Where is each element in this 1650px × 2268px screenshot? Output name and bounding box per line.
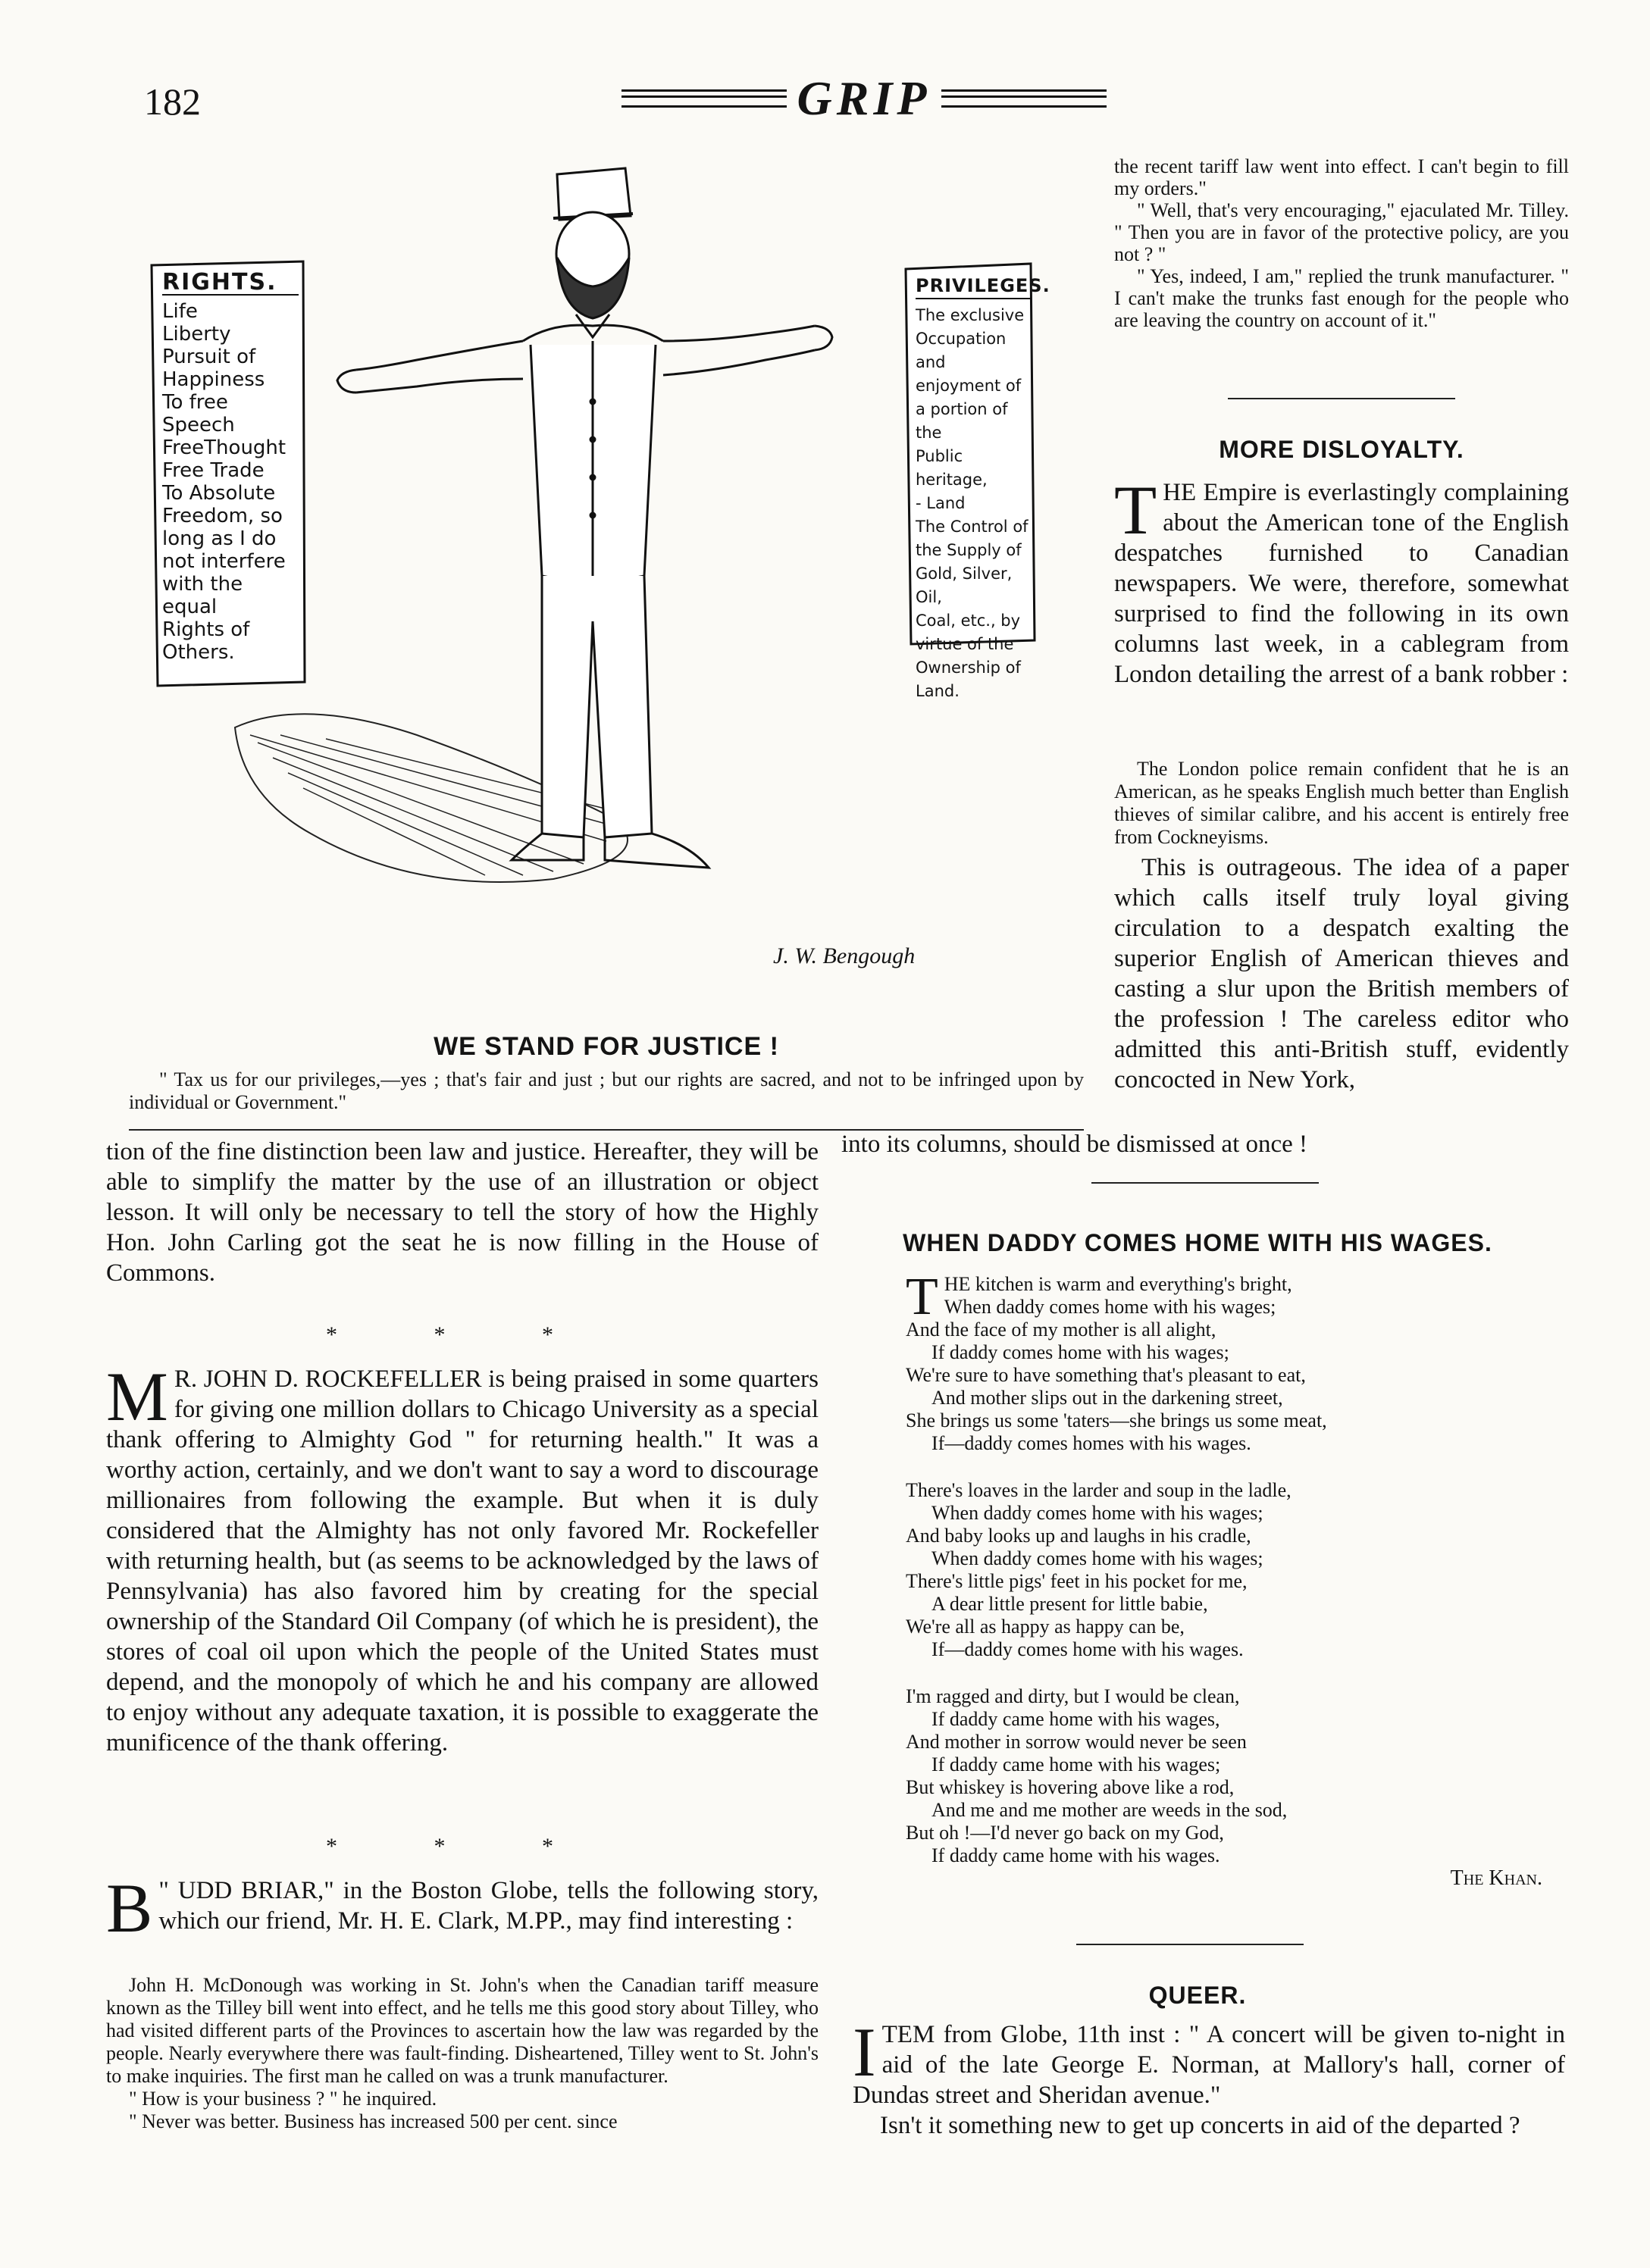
queer-paragraph-1: TEM from Globe, 11th inst : " A concert will be given to-night in aid of the late George E. Norman, at Mallory's hall, corner of Dundas street and Sheridan avenue." bbox=[853, 2021, 1565, 2109]
tilley-line-1: the recent tariff law went into effect. I can't begin to fill my orders." bbox=[1114, 155, 1569, 199]
divider bbox=[1228, 398, 1455, 399]
poem-line: There's loaves in the larder and soup in the ladle, bbox=[906, 1479, 1292, 1501]
privileges-sign-line: the Supply of bbox=[916, 541, 1022, 559]
rights-sign-line: Rights of Others. bbox=[162, 618, 250, 664]
mcdonough-paragraph: John H. McDonough was working in St. John's when the Canadian tariff measure known as the Tilley bill went into effect, and he tells me this good story about Tilley, who had visited different parts of the Provinces to ascertain how the law was regarded by the people. Nearly everywhere there was fault-finding. Disheartened, Tilley went to St. John's to make inquiries. The first man he called on was a trunk manufacturer. bbox=[106, 1974, 819, 2087]
artist-signature: J. W. Bengough bbox=[773, 943, 916, 968]
budd-briar-paragraph: " UDD BRIAR," in the Boston Globe, tells the following story, which our friend, Mr. H. E. Clark, M.PP., may find interesting : bbox=[158, 1877, 819, 1935]
page-number: 182 bbox=[144, 80, 201, 123]
divider bbox=[1076, 1944, 1304, 1945]
drop-cap: T bbox=[906, 1268, 938, 1326]
queer-paragraph-2: Isn't it something new to get up concerts in aid of the departed ? bbox=[880, 2112, 1520, 2139]
poem-line: I'm ragged and dirty, but I would be clean, bbox=[906, 1685, 1240, 1707]
poem-line: We're sure to have something that's pleasant to eat, bbox=[906, 1364, 1306, 1386]
poem-line: If—daddy comes home with his wages. bbox=[931, 1638, 1244, 1660]
cartoon-caption-quote: " Tax us for our privileges,—yes ; that's fair and just ; but our rights are sacred, and not to be infringed upon by individual or Government." bbox=[129, 1068, 1084, 1113]
tilley-line-3: " Yes, indeed, I am," replied the trunk manufacturer. " I can't make the trunks fast enough for the people who are leaving the country on account of it." bbox=[1114, 265, 1569, 331]
privileges-sign-text bbox=[916, 274, 1050, 703]
disloyalty-paragraph-1: HE Empire is everlastingly complaining about the American tone of the English despatches furnished to Canadian newspapers. We were, therefore, somewhat surprised to find the following in its own columns last week, in a cablegram from London detailing the arrest of a bank robber : bbox=[1114, 479, 1569, 688]
masthead bbox=[621, 72, 1107, 125]
disloyalty-quote bbox=[1114, 758, 1569, 849]
rights-sign-line: FreeThought bbox=[162, 436, 286, 459]
carling-paragraph-block bbox=[106, 1137, 819, 1288]
privileges-sign-line: Ownership of bbox=[916, 659, 1021, 677]
privileges-sign-line: Public heritage, bbox=[916, 447, 988, 489]
rights-sign-text bbox=[162, 271, 299, 664]
poem-line: If daddy came home with his wages, bbox=[931, 1708, 1220, 1730]
poem-line: And mother slips out in the darkening street, bbox=[931, 1387, 1283, 1409]
privileges-sign-line: enjoyment of bbox=[916, 377, 1022, 395]
privileges-sign-line: Coal, etc., by bbox=[916, 612, 1021, 630]
privileges-sign-line: - Land bbox=[916, 494, 966, 512]
poem-line: There's little pigs' feet in his pocket for me, bbox=[906, 1570, 1248, 1592]
poem-stanza bbox=[906, 1479, 1542, 1661]
cartoon-illustration bbox=[129, 152, 1084, 1023]
poem-line: And mother in sorrow would never be seen bbox=[906, 1731, 1247, 1753]
rights-sign-line: To free bbox=[162, 391, 228, 414]
poem-line: And me and me mother are weeds in the sod, bbox=[931, 1799, 1288, 1821]
poem-line: If daddy came home with his wages; bbox=[931, 1753, 1221, 1775]
privileges-sign-lines bbox=[916, 304, 1031, 703]
rockefeller-paragraph: R. JOHN D. ROCKEFELLER is being praised in some quarters for giving one million dollars to Chicago University as a special thank offering to Almighty God " for returning health." It was a worthy action, certainly, and we don't want to say a word to discourage millionaires from following the example. But when it is duly considered that the Almighty has not only favored Mr. Rockefeller with returning health, but (as seems to be acknowledged by the laws of Pennsylvania) has also favored him by creating for the special ownership of the Standard Oil Company (of which he is president), the stores of coal oil upon which the people of the United States must depend, and the monopoly of which he and his company are allowed to enjoy without any adequate taxation, it is possible to exaggerate the munificence of the thank offering. bbox=[106, 1365, 819, 1757]
drop-cap: M bbox=[106, 1358, 168, 1435]
poem-line: If daddy came home with his wages. bbox=[931, 1844, 1220, 1866]
mcdonough-question: " How is your business ? " he inquired. bbox=[129, 2088, 437, 2110]
poem-line: HE kitchen is warm and everything's bright, bbox=[944, 1273, 1292, 1295]
rights-sign-line: Liberty bbox=[162, 323, 231, 346]
section-stars: * * * bbox=[326, 1322, 599, 1347]
carling-paragraph: tion of the fine distinction been law and justice. Hereafter, they will be able to simplify the matter by the use of an illustration or object lesson. It will only be necessary to tell the story of how the Highly Hon. John Carling got the seat he is now filling in the House of Commons. bbox=[106, 1138, 819, 1287]
queer-heading: QUEER. bbox=[1148, 1982, 1247, 2009]
rockefeller-article bbox=[106, 1358, 819, 1758]
poem-line: But whiskey is hovering above like a rod, bbox=[906, 1776, 1235, 1798]
divider bbox=[1091, 1182, 1319, 1184]
poem-line: If—daddy comes homes with his wages. bbox=[931, 1432, 1251, 1454]
queer-article bbox=[853, 2013, 1565, 2141]
poem-stanza bbox=[906, 1268, 1542, 1455]
poem-line: But oh !—I'd never go back on my God, bbox=[906, 1822, 1224, 1844]
poem-line: When daddy comes home with his wages; bbox=[931, 1547, 1263, 1569]
rights-sign-line: long as I do bbox=[162, 527, 277, 550]
poem-body bbox=[906, 1268, 1542, 1890]
drop-cap: I bbox=[853, 2013, 876, 2091]
mcdonough-answer: " Never was better. Business has increased 500 per cent. since bbox=[129, 2110, 618, 2132]
disloyalty-paragraph-2-block bbox=[1114, 852, 1569, 1095]
masthead-title: GRIP bbox=[797, 71, 931, 125]
rights-sign-line: Happiness bbox=[162, 368, 265, 391]
rights-sign-title: RIGHTS. bbox=[162, 271, 299, 296]
privileges-sign-line: Land. bbox=[916, 682, 960, 700]
rights-sign-line: Life bbox=[162, 300, 198, 323]
privileges-sign-line: The exclusive bbox=[916, 306, 1025, 324]
privileges-sign-line: a portion of the bbox=[916, 400, 1008, 442]
more-disloyalty-heading: MORE DISLOYALTY. bbox=[1219, 436, 1464, 463]
poem-signature: The Khan. bbox=[1450, 1866, 1542, 1890]
poem-line: When daddy comes home with his wages; bbox=[931, 1502, 1263, 1524]
disloyalty-quote-text: The London police remain confident that he is an American, as he speaks English much better than English thieves of similar calibre, and his accent is entirely free from Cockneyisms. bbox=[1114, 758, 1569, 848]
section-stars: * * * bbox=[326, 1834, 599, 1859]
budd-briar-article bbox=[106, 1869, 819, 1947]
disloyalty-paragraph-2-end: into its columns, should be dismissed at once ! bbox=[841, 1131, 1308, 1158]
privileges-sign-line: Gold, Silver, Oil, bbox=[916, 565, 1013, 606]
poem-line: A dear little present for little babie, bbox=[931, 1593, 1208, 1615]
rights-sign-line: with the equal bbox=[162, 573, 243, 618]
rights-sign-line: To Absolute bbox=[162, 482, 276, 505]
poem-line: She brings us some 'taters—she brings us some meat, bbox=[906, 1409, 1327, 1431]
drop-cap: T bbox=[1114, 471, 1157, 549]
cartoon-caption-title: WE STAND FOR JUSTICE ! bbox=[434, 1032, 779, 1061]
mcdonough-story bbox=[106, 1974, 819, 2133]
rights-sign-line: Speech bbox=[162, 414, 235, 436]
poem-heading: WHEN DADDY COMES HOME WITH HIS WAGES. bbox=[903, 1229, 1492, 1256]
rights-sign-line: not interfere bbox=[162, 550, 286, 573]
rights-sign-line: Freedom, so bbox=[162, 505, 283, 527]
masthead-rule-left bbox=[621, 89, 787, 108]
disloyalty-paragraph-2: This is outrageous. The idea of a paper which calls itself truly loyal giving circulation to a despatch exalting the superior English of American thieves and casting a slur upon the British members of the profession ! The careless editor who admitted this anti-British stuff, evidently concocted in New York, bbox=[1114, 854, 1569, 1093]
privileges-sign-line: Occupation and bbox=[916, 330, 1007, 371]
privileges-sign-line: virtue of the bbox=[916, 635, 1014, 653]
poem-line: If daddy comes home with his wages; bbox=[931, 1341, 1229, 1363]
man-figure bbox=[337, 168, 832, 868]
poem-line: We're all as happy as happy can be, bbox=[906, 1616, 1185, 1638]
poem-line: When daddy comes home with his wages; bbox=[944, 1296, 1276, 1318]
tilley-line-2: " Well, that's very encouraging," ejaculated Mr. Tilley. " Then you are in favor of the protective policy, are you not ? " bbox=[1114, 199, 1569, 265]
more-disloyalty-article bbox=[1114, 471, 1569, 690]
rights-sign-line: Free Trade bbox=[162, 459, 265, 482]
masthead-rule-right bbox=[941, 89, 1107, 108]
drop-cap: B bbox=[106, 1869, 153, 1947]
tilley-story-continued bbox=[1114, 155, 1569, 331]
privileges-sign-line: The Control of bbox=[916, 518, 1029, 536]
privileges-sign-title: PRIVILEGES. bbox=[916, 274, 1031, 299]
poem-line: And the face of my mother is all alight, bbox=[906, 1319, 1216, 1340]
poem-line: And baby looks up and laughs in his cradle, bbox=[906, 1525, 1251, 1547]
rights-sign-lines bbox=[162, 300, 299, 664]
poem-stanza bbox=[906, 1685, 1542, 1867]
rights-sign-line: Pursuit of bbox=[162, 346, 256, 368]
